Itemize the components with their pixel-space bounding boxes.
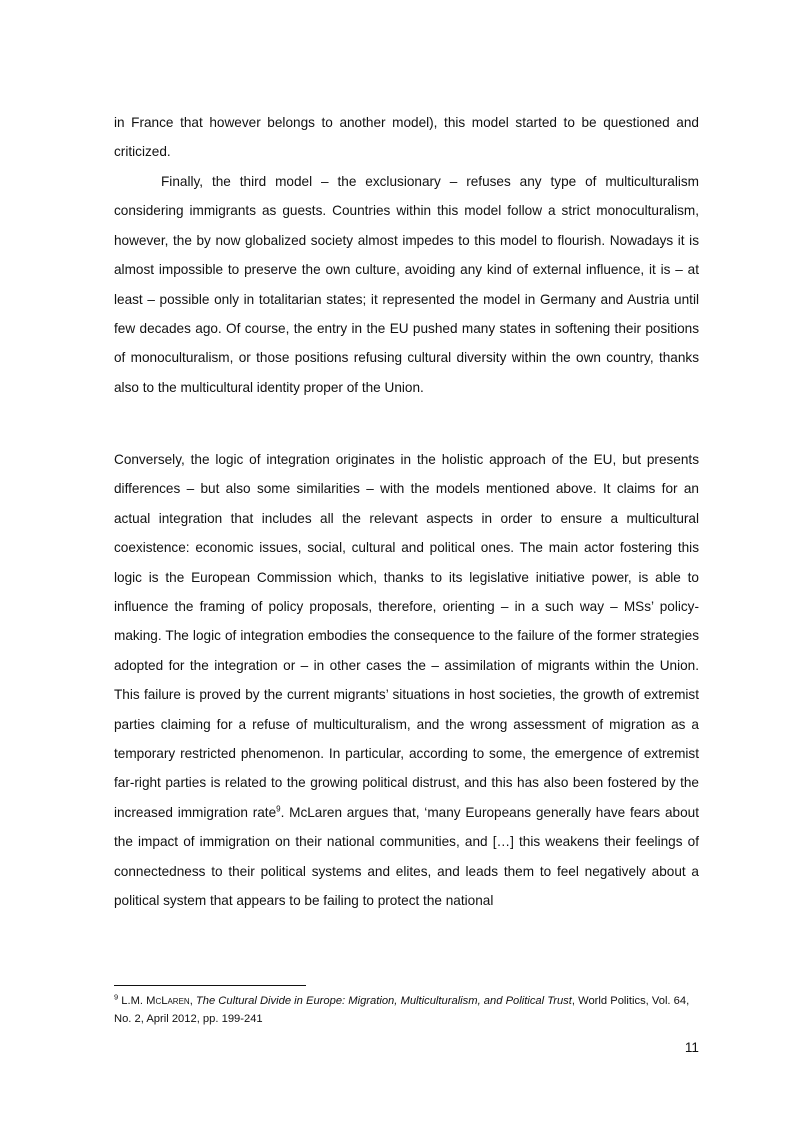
footnote-publication-details: , World Politics, Vol. 64, No. 2, April 2012, pp. 199-241	[114, 995, 690, 1025]
footnote	[114, 993, 699, 1028]
footnote-title: The Cultural Divide in Europe: Migration, Multiculturalism, and Political Trust	[195, 995, 572, 1007]
footnote-author-surname: McLaren	[146, 995, 190, 1007]
paragraph-logic-of-integration	[114, 445, 699, 916]
footnote-separator	[114, 985, 306, 986]
paragraph-continuation: in France that however belongs to another model), this model started to be questioned and criticized.	[114, 115, 699, 160]
footnote-author-initials: L.M.	[121, 995, 147, 1007]
paragraph-exclusionary-model: Finally, the third model – the exclusionary – refuses any type of multiculturalism considering immigrants as guests. Countries within this model follow a strict monoculturalism, however, the by now globalized society almost impedes to this model to flourish. Nowadays it is almost impossible to preserve the own culture, avoiding any kind of external influence, it is – at least – possible only in totalitarian states; it represented the model in Germany and Austria until few decades ago. Of course, the entry in the EU pushed many states in softening their positions of monoculturalism, or those positions refusing cultural diversity within the own country, thanks also to the multicultural identity proper of the Union.	[114, 174, 699, 395]
paragraph-text-part-1: Conversely, the logic of integration originates in the holistic approach of the EU, but presents differences – but also some similarities – with the models mentioned above. It claims for an actual integration that includes all the relevant aspects in order to ensure a multicultural coexistence: economic issues, social, cultural and political ones. The main actor fostering this logic is the European Commission which, thanks to its legislative initiative power, is able to influence the framing of policy proposals, therefore, orienting – in a such way – MSs’ policy-making. The logic of integration embodies the consequence to the failure of the former strategies adopted for the integration or – in other cases the – assimilation of migrants within the Union. This failure is proved by the current migrants’ situations in host societies, the growth of extremist parties claiming for a refuse of multiculturalism, and the wrong assessment of migration as a temporary restricted phenomenon. In particular, according to some, the emergence of extremist far-right parties is related to the growing political distrust, and this has also been fostered by the increased immigration rate	[114, 452, 699, 820]
footnote-separator-text: ,	[189, 995, 196, 1007]
page-number: 11	[684, 1040, 699, 1055]
footnote-reference[interactable]: 9	[276, 804, 281, 814]
paragraph-text-part-2: . McLaren argues that, ‘many Europeans generally have fears about the impact of immigration on their national communities, and […] this weakens their feelings of connectedness to their political systems and elites, and leads them to feel negatively about a political system that appears to be failing to protect the national	[114, 804, 699, 909]
footnote-number: 9	[114, 992, 119, 1002]
